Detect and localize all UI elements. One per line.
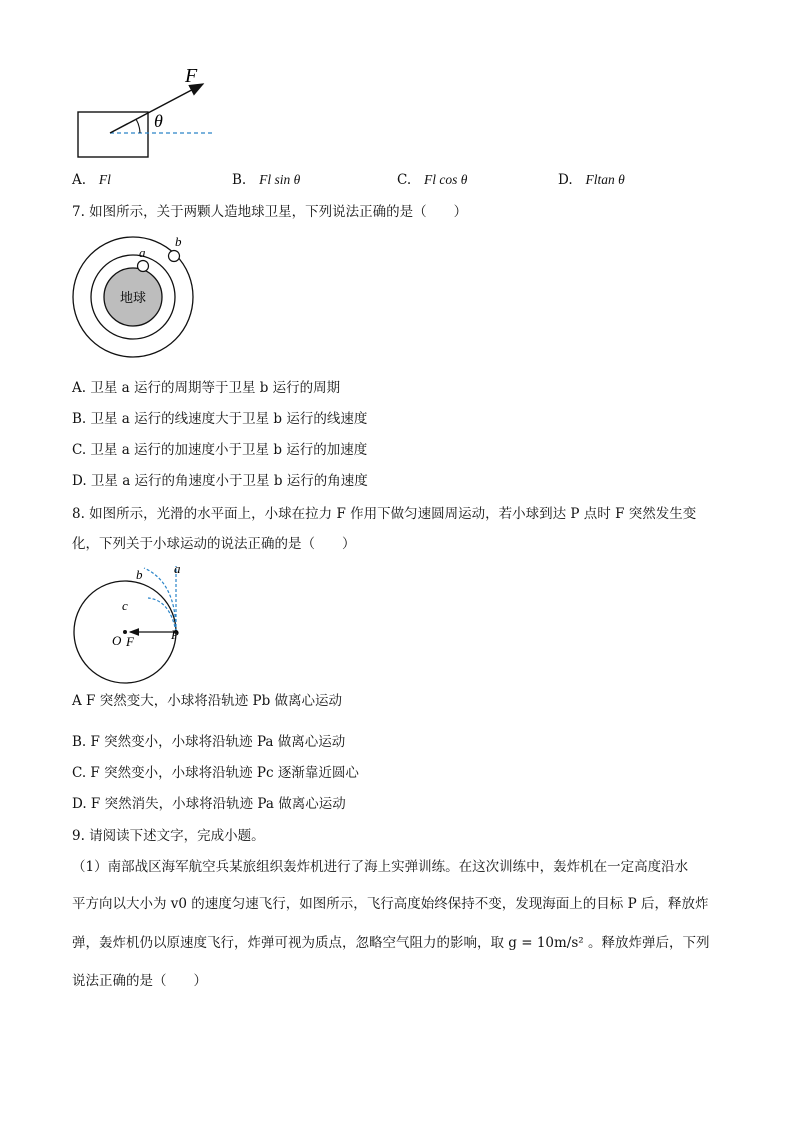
earth-label: 地球 bbox=[119, 291, 147, 306]
circular-motion-diagram bbox=[68, 560, 198, 685]
q8-option-a[interactable]: A F 突然变大，小球将沿轨迹 Pb 做离心运动 bbox=[72, 693, 343, 709]
label-c: c bbox=[122, 598, 128, 613]
q6-option-a[interactable]: A. Fl bbox=[72, 172, 111, 188]
q8-option-b[interactable]: B. F 突然变小，小球将沿轨迹 Pa 做离心运动 bbox=[72, 734, 346, 750]
q7-option-c[interactable]: C. 卫星 a 运行的加速度小于卫星 b 运行的加速度 bbox=[72, 442, 368, 458]
force-label: F bbox=[185, 65, 198, 87]
label-p: P bbox=[171, 627, 179, 642]
q7-option-a[interactable]: A. 卫星 a 运行的周期等于卫星 b 运行的周期 bbox=[72, 380, 341, 396]
angle-arc bbox=[136, 119, 140, 133]
q8-stem-line2: 化，下列关于小球运动的说法正确的是（ ） bbox=[72, 536, 356, 552]
label-o: O bbox=[112, 633, 122, 648]
q6-option-b[interactable]: B. Fl sin θ bbox=[232, 172, 301, 188]
q9-stem: 9. 请阅读下述文字，完成小题。 bbox=[72, 828, 265, 844]
q8-stem-line1: 8. 如图所示，光滑的水平面上，小球在拉力 F 作用下做匀速圆周运动，若小球到达 P 点时 F 突然发生变 bbox=[72, 506, 697, 522]
q9-paragraph-line3: 弹，轰炸机仍以原速度飞行，炸弹可视为质点，忽略空气阻力的影响，取 g = 10m/s² 。释放炸弹后，下列 bbox=[72, 935, 710, 951]
q6-option-c[interactable]: C. Fl cos θ bbox=[397, 172, 468, 188]
q7-stem: 7. 如图所示，关于两颗人造地球卫星，下列说法正确的是（ ） bbox=[72, 204, 468, 220]
label-f: F bbox=[126, 634, 134, 649]
satellite-diagram bbox=[68, 232, 198, 362]
q9-paragraph-line2: 平方向以大小为 v0 的速度匀速飞行，如图所示，飞行高度始终保持不变，发现海面上的目标 P 后，释放炸 bbox=[72, 896, 709, 912]
satellite-a bbox=[138, 261, 149, 272]
q9-paragraph-line4: 说法正确的是（ ） bbox=[72, 973, 207, 989]
q8-option-d[interactable]: D. F 突然消失，小球将沿轨迹 Pa 做离心运动 bbox=[72, 796, 346, 812]
satellite-a-label: a bbox=[139, 245, 146, 260]
q7-option-b[interactable]: B. 卫星 a 运行的线速度大于卫星 b 运行的线速度 bbox=[72, 411, 368, 427]
theta-label: θ bbox=[154, 111, 163, 131]
force-diagram bbox=[70, 64, 230, 164]
q6-option-d[interactable]: D. Fltan θ bbox=[558, 172, 625, 188]
trajectory-b bbox=[144, 568, 176, 632]
label-b: b bbox=[136, 567, 143, 582]
label-a: a bbox=[174, 561, 181, 576]
q9-paragraph-line1: （1）南部战区海军航空兵某旅组织轰炸机进行了海上实弹训练。在这次训练中，轰炸机在一定高度沿水 bbox=[72, 859, 689, 875]
q7-option-d[interactable]: D. 卫星 a 运行的角速度小于卫星 b 运行的角速度 bbox=[72, 473, 368, 489]
satellite-b bbox=[169, 251, 180, 262]
satellite-b-label: b bbox=[175, 234, 182, 249]
q8-option-c[interactable]: C. F 突然变小，小球将沿轨迹 Pc 逐渐靠近圆心 bbox=[72, 765, 359, 781]
